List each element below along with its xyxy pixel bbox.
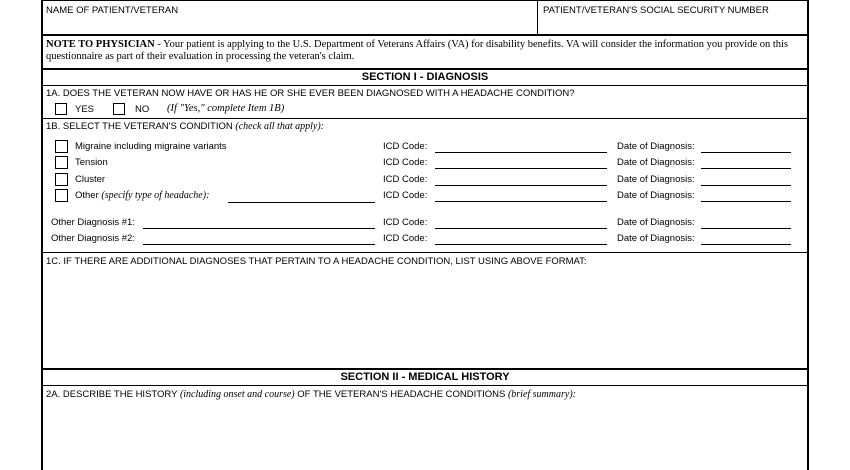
icd-field-migraine[interactable] (435, 152, 607, 153)
yes-label: YES (75, 104, 95, 115)
question-2a-text-1: 2A. DESCRIBE THE HISTORY (46, 389, 180, 400)
icd-field-tension[interactable] (435, 168, 607, 169)
other-label-instruction: (specify type of headache): (101, 190, 210, 201)
question-2a (46, 389, 576, 400)
physician-note-title: NOTE TO PHYSICIAN (46, 39, 155, 50)
other-diagnosis-1-label: Other Diagnosis #1: (51, 217, 135, 228)
icd-field-cluster[interactable] (435, 185, 607, 186)
other-diagnosis-1-field[interactable] (143, 228, 375, 229)
question-1c: 1C. IF THERE ARE ADDITIONAL DIAGNOSES THAT PERTAIN TO A HEADACHE CONDITION, LIST USING ABOVE FORMAT: (46, 256, 587, 267)
icd-field-other-2[interactable] (435, 244, 607, 245)
note-bottom-rule (41, 68, 809, 70)
other-diagnosis-2-field[interactable] (143, 244, 375, 245)
date-field-tension[interactable] (701, 168, 791, 169)
date-label-other-1: Date of Diagnosis: (617, 217, 695, 228)
date-field-other[interactable] (701, 201, 791, 202)
icd-label-other-1: ICD Code: (383, 217, 428, 228)
patient-name-field[interactable] (43, 17, 535, 33)
date-label-other-2: Date of Diagnosis: (617, 233, 695, 244)
date-field-other-2[interactable] (701, 244, 791, 245)
date-field-cluster[interactable] (701, 185, 791, 186)
question-1c-textarea[interactable] (43, 268, 805, 366)
section-1-title: SECTION I - DIAGNOSIS (361, 71, 489, 83)
question-1a: 1A. DOES THE VETERAN NOW HAVE OR HAS HE OR SHE EVER BEEN DIAGNOSED WITH A HEADACHE CONDITION? (46, 88, 575, 99)
question-1b-text: 1B. SELECT THE VETERAN'S CONDITION (46, 121, 236, 132)
section-1-rule (41, 85, 809, 86)
cluster-checkbox[interactable] (55, 173, 68, 186)
other-label (75, 190, 209, 201)
tension-checkbox[interactable] (55, 156, 68, 169)
question-1b-bottom-rule (41, 252, 809, 253)
ssn-field[interactable] (539, 17, 805, 33)
icd-field-other[interactable] (435, 201, 607, 202)
header-divider (537, 0, 538, 34)
section-1-bottom-rule (41, 368, 809, 370)
yes-checkbox[interactable] (55, 103, 67, 115)
tension-label: Tension (75, 157, 108, 168)
question-2a-textarea[interactable] (43, 402, 805, 468)
icd-field-other-1[interactable] (435, 228, 607, 229)
question-2a-italic-1: (including onset and course) (179, 389, 295, 400)
physician-note-text: - Your patient is applying to the U.S. Department of Veterans Affairs (VA) for disability benefits. VA will consider the information you provide on this questionnaire as part of their evaluation in processing the veteran's claim. (46, 39, 789, 62)
icd-label-cluster: ICD Code: (383, 174, 428, 185)
no-checkbox[interactable] (113, 103, 125, 115)
other-diagnosis-2-label: Other Diagnosis #2: (51, 233, 135, 244)
other-type-line[interactable] (228, 202, 375, 203)
date-label-other: Date of Diagnosis: (617, 190, 695, 201)
migraine-label: Migraine including migraine variants (75, 141, 227, 152)
question-1a-rule (41, 118, 809, 119)
date-label-tension: Date of Diagnosis: (617, 157, 695, 168)
header-bottom-rule (41, 34, 809, 36)
migraine-checkbox[interactable] (55, 140, 68, 153)
ssn-label: PATIENT/VETERAN'S SOCIAL SECURITY NUMBER (543, 5, 769, 16)
patient-name-label: NAME OF PATIENT/VETERAN (46, 5, 179, 16)
no-label: NO (135, 104, 150, 115)
other-checkbox[interactable] (55, 189, 68, 202)
date-field-other-1[interactable] (701, 228, 791, 229)
date-field-migraine[interactable] (701, 152, 791, 153)
icd-label-tension: ICD Code: (383, 157, 428, 168)
other-label-text: Other (75, 190, 102, 201)
section-2-rule (41, 385, 809, 386)
section-2-title: SECTION II - MEDICAL HISTORY (340, 371, 510, 383)
icd-label-migraine: ICD Code: (383, 141, 428, 152)
date-label-cluster: Date of Diagnosis: (617, 174, 695, 185)
date-label-migraine: Date of Diagnosis: (617, 141, 695, 152)
physician-note (46, 39, 802, 63)
question-2a-italic-2: (brief summary): (507, 389, 576, 400)
question-2a-text-2: OF THE VETERAN'S HEADACHE CONDITIONS (294, 389, 508, 400)
question-1b (46, 121, 324, 132)
if-yes-instruction: (If "Yes," complete Item 1B) (167, 103, 285, 114)
icd-label-other: ICD Code: (383, 190, 428, 201)
top-rule (41, 0, 809, 1)
question-1b-instruction: (check all that apply): (235, 121, 324, 132)
cluster-label: Cluster (75, 174, 106, 185)
icd-label-other-2: ICD Code: (383, 233, 428, 244)
